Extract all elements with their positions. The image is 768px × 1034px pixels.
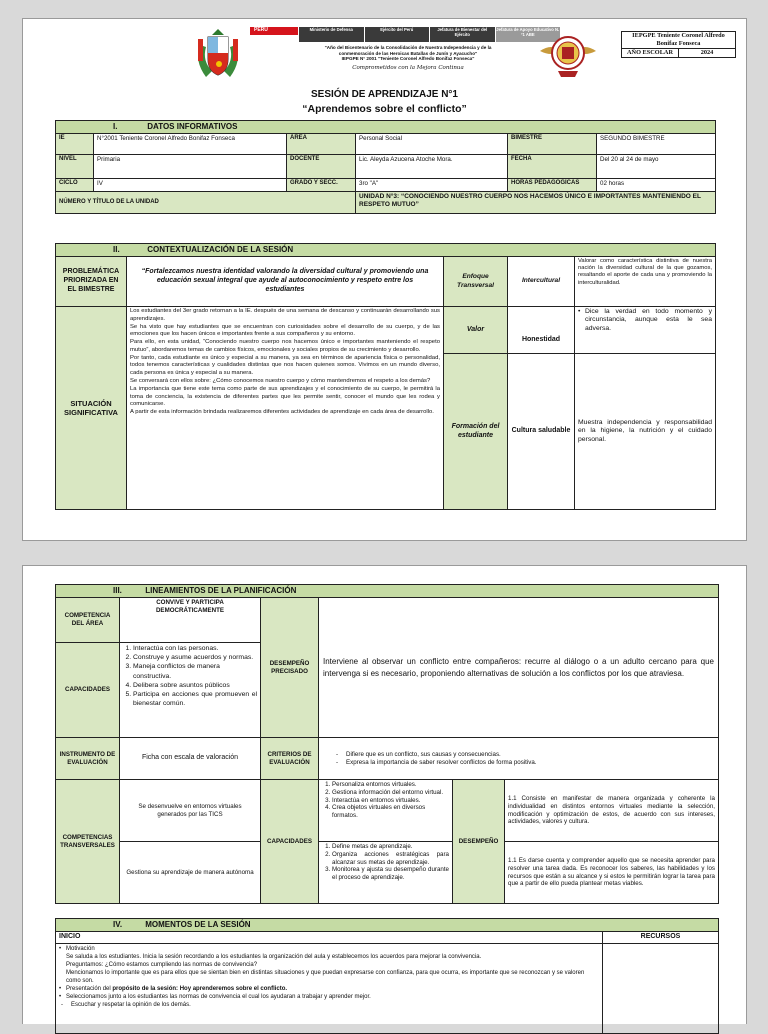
proposito-prefix: Presentación del bbox=[66, 986, 113, 993]
banner-bienestar: Jefatura de Bienestar del Ejército bbox=[429, 27, 495, 42]
nivel-value: Primaria bbox=[94, 155, 287, 179]
session-title: SESIÓN DE APRENDIZAJE N°1 bbox=[311, 89, 458, 100]
formacion-label: Formación del estudiante bbox=[444, 354, 508, 510]
capacidades-label: CAPACIDADES bbox=[56, 643, 120, 738]
desempeno-tic: 1.1 Consiste en manifestar de manera organizada y coherente la individualidad en distintos entornos virtuales mediante la selección, modificación y optimización de estos, de acuerdo con sus intereses, actividades, valores y cultura. bbox=[505, 780, 719, 842]
ciclo-label: CICLO bbox=[56, 179, 94, 192]
lineamientos-heading-text: LINEAMIENTOS DE LA PLANIFICACIÓN bbox=[145, 586, 297, 595]
ciclo-value: IV bbox=[94, 179, 287, 192]
situacion-paragraph-4: Por tanto, cada estudiante es único y especial a su manera, ya sea en términos de apariencia física o personalidad, todos tenemos características y cualidades distintas que nos hacen quienes somos. Vivimos en un mundo diverso, cada persona es única y especial a su manera. bbox=[130, 354, 440, 377]
situacion-paragraph-5: Se conversará con ellos sobre: ¿Cómo conocemos nuestro cuerpo y cómo mantendremos el respeto a los demás? bbox=[130, 378, 431, 385]
contexto-heading bbox=[56, 244, 716, 257]
competencia-value: CONVIVE Y PARTICIPA DEMOCRÁTICAMENTE bbox=[120, 598, 261, 643]
valor-value: Honestidad bbox=[508, 307, 575, 354]
autonomo-competencia: Gestiona su aprendizaje de manera autónoma bbox=[120, 842, 261, 904]
ie-value: N°2001 Teniente Coronel Alfredo Bonifaz Fonseca bbox=[94, 134, 287, 155]
momentos-table bbox=[55, 918, 719, 1034]
motivacion-label: • Motivación bbox=[66, 945, 95, 952]
contextualizacion-table bbox=[55, 243, 716, 510]
tic-capacidad-item: 2. Gestiona información del entorno virtual. bbox=[332, 789, 449, 797]
lineamientos-heading-num: III. bbox=[113, 586, 122, 595]
school-year-label: AÑO ESCOLAR bbox=[622, 48, 679, 57]
contexto-heading-text: CONTEXTUALIZACIÓN DE LA SESIÓN bbox=[147, 245, 294, 254]
bimestre-label: BIMESTRE bbox=[508, 134, 597, 155]
enfoque-value: Intercultural bbox=[508, 257, 575, 307]
criterios-list bbox=[319, 738, 719, 780]
autonomo-capacidad-item: 1. Define metas de aprendizaje. bbox=[332, 843, 449, 851]
desempeno-autonomo: 1.1 Es darse cuenta y comprender aquello que se necesita aprender para resolver una tarea dada. Es reconocer los saberes, las habilidades y los recursos que están a su alcance y si estos le permitirán lograr la tarea para que a partir de ello pueda plantear metas viables. bbox=[505, 842, 719, 904]
problematica-label: PROBLEMÁTICA PRIORIZADA EN EL BIMESTRE bbox=[56, 257, 127, 307]
competencia-label: COMPETENCIA DEL ÁREA bbox=[56, 598, 120, 643]
formacion-value: Cultura saludable bbox=[508, 354, 575, 510]
datos-heading bbox=[56, 121, 716, 134]
formacion-description: Muestra independencia y responsabilidad en la higiene, la nutrición y el cuidado personal. bbox=[575, 354, 716, 510]
momentos-heading-text: MOMENTOS DE LA SESIÓN bbox=[145, 920, 251, 929]
desempeno-value: Interviene al observar un conflicto entre compañeros: recurre al diálogo o a un adulto cercano para que intervenga si es necesario, proponiendo alternativas de solución a los conflictos por los que atraviesa. bbox=[319, 598, 719, 738]
recursos-cell bbox=[602, 943, 718, 1033]
peru-coat-of-arms-logo bbox=[190, 25, 246, 85]
situacion-paragraph-2: Se ha visto que hay estudiantes que se encuentran con curiosidades sobre el desarrollo de su cuerpo, y de las emociones que los hacen únicos e importantes frente a sus compañeros y su entorno. bbox=[130, 323, 440, 338]
momentos-heading bbox=[56, 919, 719, 932]
banner-apoyo: Jefatura de Apoyo Educativo N.°1 ABE bbox=[495, 27, 561, 42]
document-page-1 bbox=[22, 18, 747, 541]
autonomo-capacidades bbox=[319, 842, 453, 904]
tic-competencia: Se desenvuelve en entornos virtuales generados por las TICS bbox=[120, 780, 261, 842]
school-info-box bbox=[621, 31, 736, 58]
area-label: ÁREA bbox=[287, 134, 356, 155]
decree-line-1: "Año del Bicentenario de la Consolidación de Nuestra Independencia y de la bbox=[324, 45, 492, 50]
inicio-label: INICIO bbox=[56, 932, 603, 944]
grado-label: GRADO Y SECC. bbox=[287, 179, 356, 192]
session-name: “Aprendemos sobre el conflicto” bbox=[302, 103, 467, 115]
contexto-heading-num: II. bbox=[113, 245, 120, 254]
normas-item: • Seleccionamos junto a los estudiantes las normas de convivencia el cual los ayudaran a trabajar y aprender mejor. bbox=[59, 993, 599, 1001]
capacidades-list bbox=[120, 643, 261, 738]
banner-ejercito: Ejército del Perú bbox=[364, 27, 430, 42]
decree-text bbox=[258, 45, 558, 62]
horas-label: HORAS PEDAGÓGICAS bbox=[508, 179, 597, 192]
document-page-2 bbox=[22, 565, 747, 1024]
school-year-value: 2024 bbox=[679, 48, 736, 57]
pregunta-text: Preguntamos: ¿Cómo estamos cumpliendo las normas de convivencia? bbox=[66, 961, 258, 968]
desempeno-t-label: DESEMPEÑO bbox=[453, 780, 505, 904]
horas-value: 02 horas bbox=[597, 179, 716, 192]
school-name-cell: IEPGPE Teniente Coronel Alfredo Bonifaz Fonseca bbox=[622, 32, 736, 49]
autonomo-capacidad-item: 3. Monitorea y ajusta su desempeño durante el proceso de aprendizaje. bbox=[332, 866, 449, 882]
transversales-label: COMPETENCIAS TRANSVERSALES bbox=[56, 780, 120, 904]
valor-label: Valor bbox=[444, 307, 508, 354]
school-crest-logo bbox=[538, 29, 598, 81]
tic-capacidades bbox=[319, 780, 453, 842]
docente-value: Lic. Aleyda Azucena Atoche Mora. bbox=[356, 155, 508, 179]
fecha-value: Del 20 al 24 de mayo bbox=[597, 155, 716, 179]
momentos-heading-num: IV. bbox=[113, 920, 123, 929]
nivel-label: NIVEL bbox=[56, 155, 94, 179]
unidad-value: UNIDAD N°3: “CONOCIENDO NUESTRO CUERPO NOS HACEMOS ÚNICO E IMPORTANTES MANTENIENDO EL RESPETO MUTUO” bbox=[356, 192, 716, 214]
capacidad-item: 3. Maneja conflictos de manera constructiva. bbox=[133, 662, 257, 680]
recursos-label: RECURSOS bbox=[602, 932, 718, 944]
datos-informativos-table bbox=[55, 120, 716, 214]
capacidad-item: 1. Interactúa con las personas. bbox=[133, 644, 257, 653]
school-motto: Comprometidos con la Mejora Continua bbox=[352, 65, 464, 71]
enfoque-description: Valorar como característica distintiva de nuestra nación la diversidad cultural de la que gozamos, resaltando el aporte de cada una y promoviendo la interculturalidad. bbox=[575, 257, 716, 307]
inicio-content bbox=[56, 943, 603, 1033]
instrumento-label: INSTRUMENTO DE EVALUACIÓN bbox=[56, 738, 120, 780]
valor-description bbox=[575, 307, 716, 354]
proposito-text: propósito de la sesión: Hoy aprenderemos sobre el conflicto. bbox=[112, 986, 288, 993]
desempeno-label: DESEMPEÑO PRECISADO bbox=[261, 598, 319, 738]
decree-line-2: conmemoración de las Heroicas Batallas de Junín y Ayacucho" bbox=[338, 50, 478, 56]
bimestre-value: SEGUNDO BIMESTRE bbox=[597, 134, 716, 155]
instrumento-value: Ficha con escala de valoración bbox=[120, 738, 261, 780]
institution-banner bbox=[250, 27, 560, 43]
proposito-item bbox=[59, 985, 599, 993]
fecha-label: FECHA bbox=[508, 155, 597, 179]
tic-capacidad-item: 3. Interactúa en entornos virtuales. bbox=[332, 797, 449, 805]
situacion-paragraph-1: Los estudiantes del 3er grado retornan a la IE. después de una semana de descanso y continuarán desarrollando sus aprendizajes. bbox=[130, 308, 440, 322]
autonomo-capacidad-item: 2. Organiza acciones estratégicas para alcanzar sus metas de aprendizaje. bbox=[332, 851, 449, 867]
lineamientos-heading bbox=[56, 585, 719, 598]
mencion-text: Mencionamos lo importante que es para ellos que se sientan bien en distintas situaciones y que puedan expresarse con confianza, para que ocurra, es importante que se reconozcan y se valoren como son. bbox=[66, 970, 585, 985]
motivacion-text: Se saluda a los estudiantes. Inicia la sesión recordando a los estudiantes la organización del aula y establecemos los acuerdos para mejorar la convivencia. bbox=[66, 953, 482, 960]
criterio-item: - Expresa la importancia de saber resolver conflictos de forma positiva. bbox=[334, 759, 715, 767]
capacidades-t-label: CAPACIDADES bbox=[261, 780, 319, 904]
problematica-text: “Fortalezcamos nuestra identidad valorando la diversidad cultural y promoviendo una educación sexual integral que ayude al autoconocimiento y respeto entre los estudiantes bbox=[127, 257, 444, 307]
criterio-item: - Difiere que es un conflicto, sus causas y consecuencias. bbox=[334, 751, 715, 759]
capacidad-item: 2. Construye y asume acuerdos y normas. bbox=[133, 653, 257, 662]
criterios-label: CRITERIOS DE EVALUACIÓN bbox=[261, 738, 319, 780]
tic-capacidad-item: 4. Crea objetos virtuales en diversos formatos. bbox=[332, 804, 449, 820]
ie-label: IE bbox=[56, 134, 94, 155]
docente-label: DOCENTE bbox=[287, 155, 356, 179]
escuchar-item: - Escuchar y respetar la opinión de los demás. bbox=[59, 1001, 599, 1009]
area-value: Personal Social bbox=[356, 134, 508, 155]
situacion-paragraph-6: La importancia que tiene este tema como parte de sus aprendizajes y el conocimiento de su cuerpo, le permitirá la toma de conciencia, la existencia de diferentes partes que les permite sentir, conocer el mundo que les rodea y comunicarse. bbox=[130, 385, 440, 408]
grado-value: 3ro "A" bbox=[356, 179, 508, 192]
situacion-label: SITUACIÓN SIGNIFICATIVA bbox=[56, 307, 127, 510]
banner-ministerio: Ministerio de Defensa bbox=[298, 27, 364, 42]
situacion-paragraph-7: A partir de esta información brindada realizaremos diferentes actividades de aprendizaje en cada área de desarrollo. bbox=[130, 409, 434, 416]
datos-heading-text: DATOS INFORMATIVOS bbox=[147, 122, 238, 131]
tic-capacidad-item: 1. Personaliza entornos virtuales. bbox=[332, 781, 449, 789]
capacidad-item: 4. Delibera sobre asuntos públicos bbox=[133, 681, 257, 690]
unidad-label: NÚMERO Y TÍTULO DE LA UNIDAD bbox=[56, 192, 356, 214]
motivacion-item bbox=[59, 945, 599, 985]
school-line: IEPGPE N° 2001 "Teniente Coronel Alfredo Bonifaz Fonseca" bbox=[341, 56, 475, 61]
lineamientos-table bbox=[55, 584, 719, 904]
situacion-text bbox=[127, 307, 444, 510]
peru-banner-label: PERÚ bbox=[250, 27, 298, 35]
capacidad-item: 5. Participa en acciones que promueven el bienestar común. bbox=[133, 690, 257, 708]
datos-heading-num: I. bbox=[113, 122, 118, 131]
valor-description-text: • Dice la verdad en todo momento y circunstancia, aunque esta le sea adversa. bbox=[578, 308, 712, 333]
situacion-paragraph-3: Para ello, en esta unidad, “Conociendo nuestro cuerpo nos hacemos único e importantes manteniendo el respeto mutuo”, abordaremos temas de cambios físicos, emocionales y sociales propios de su crecimiento y desarrollo. bbox=[130, 339, 440, 353]
enfoque-label: Enfoque Transversal bbox=[444, 257, 508, 307]
